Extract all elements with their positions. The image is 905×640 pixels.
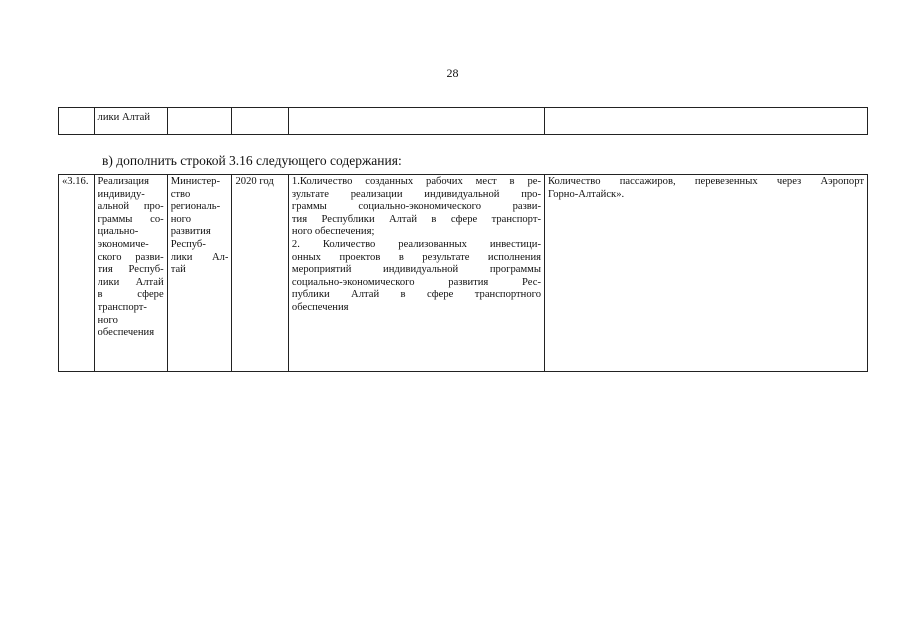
responsible-line: развития [170,226,211,238]
program-name-line: в сфере [97,289,164,301]
indicator-line: 2. Количество реализованных инвестици- [291,238,541,250]
indicator-line: социально-экономического развития Рес- [291,276,541,288]
indicator-line: обеспечения [291,301,349,313]
responsible-line: ного [170,213,192,225]
table-row [59,108,868,135]
table-row [59,175,868,372]
program-name-line: циально- [97,226,139,238]
program-name-line: обеспечения [97,327,155,339]
indicator-line: граммы социально-экономического разви- [291,201,541,213]
program-name-line: Реализация [97,176,149,187]
table-cell-name: лики Алтай [94,108,167,135]
row-number-cell: «3.16. [59,175,95,372]
program-name-line: лики Алтай [97,276,164,288]
table-cell-number [59,108,95,135]
indicator-line: онных проектов в результате исполнения [291,251,541,263]
program-name-cell [94,175,167,372]
result-line: Горно-Алтайск». [548,188,625,200]
responsible-line: ство [170,188,191,200]
program-name-line: транспорт- [97,301,147,313]
program-name-line: ского разви- [97,251,164,263]
program-name-line: экономиче- [97,238,149,250]
indicator-line: мероприятий индивидуальной программы [291,264,541,276]
indicator-line: ного обеспечения; [291,226,375,238]
responsible-line: Респуб- [170,238,206,250]
result-lines [548,176,864,201]
table-cell-indicators [288,108,544,135]
program-name-line: ного [97,314,118,326]
responsible-line: лики Ал- [170,251,229,263]
program-name-line: индивиду- [97,188,145,200]
responsible-line: тай [170,264,186,276]
responsible-lines [171,176,229,277]
result-line: Количество пассажиров, перевезенных через Аэропорт [548,176,864,187]
responsible-line: Министер- [170,176,220,187]
year-cell: 2020 год [232,175,288,372]
continuation-table [58,107,868,135]
indicator-line: 1.Количество созданных рабочих мест в ре- [291,176,541,187]
table-cell-result [545,108,868,135]
page-number: 28 [446,66,459,80]
indicators-lines [292,176,541,315]
result-cell [545,175,868,372]
amendment-instruction: в) дополнить строкой 3.16 следующего содержания: [102,153,402,168]
indicators-cell [288,175,544,372]
program-name-line: альной про- [97,201,164,213]
responsible-line: региональ- [170,201,221,213]
table-cell-year [232,108,288,135]
program-name-line: тия Респуб- [97,264,164,276]
indicator-line: тия Республики Алтай в сфере транспорт- [291,213,541,225]
responsible-cell [167,175,232,372]
program-name-lines [98,176,164,340]
table-cell-responsible [167,108,232,135]
program-name-line: граммы со- [97,213,164,225]
indicator-line: зультате реализации индивидуальной про- [291,188,541,200]
amendment-table [58,174,868,372]
indicator-line: публики Алтай в сфере транспортного [291,289,541,301]
